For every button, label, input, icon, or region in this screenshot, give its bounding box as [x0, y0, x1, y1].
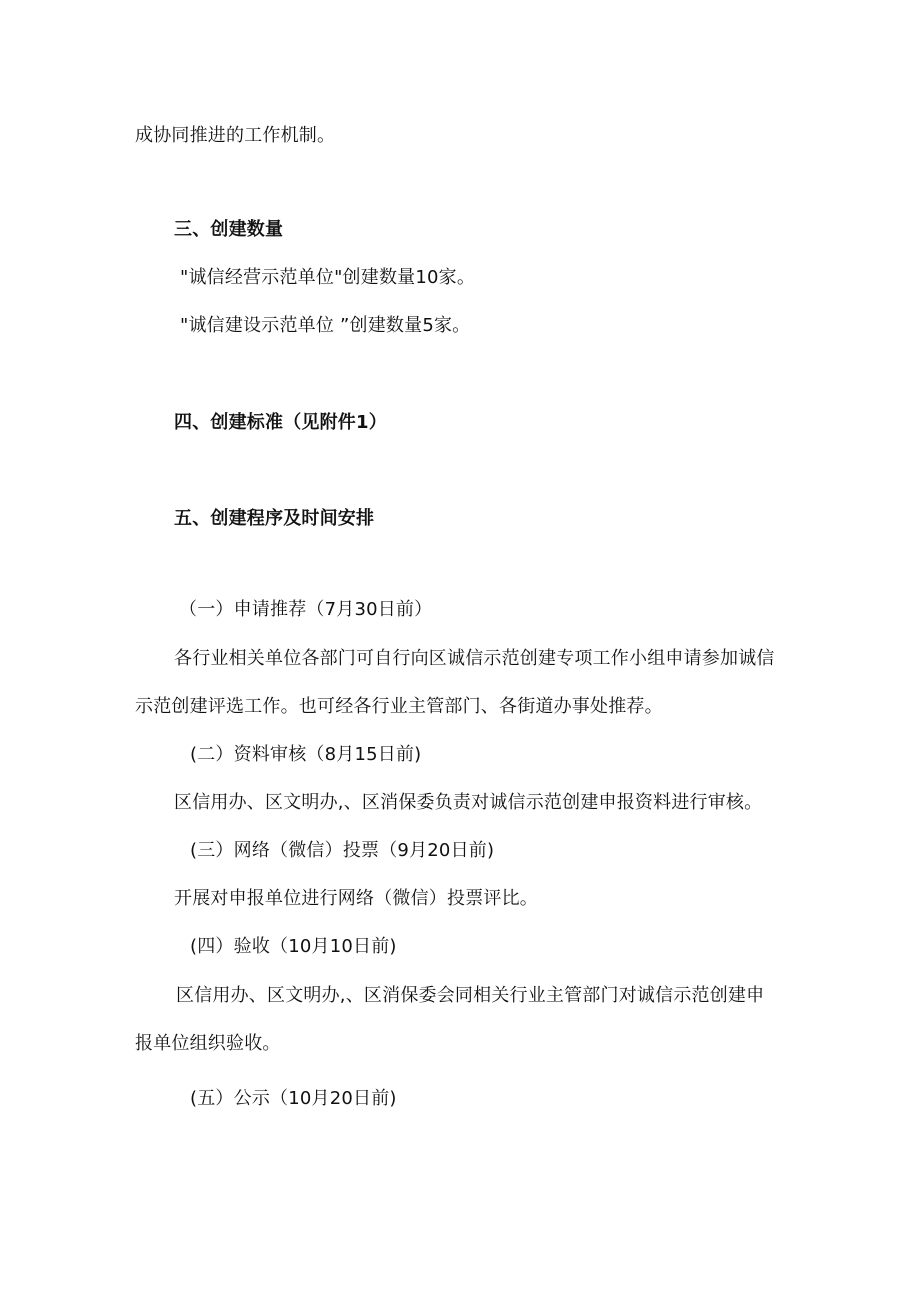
step-heading-publicity: (五）公示（10月20日前) — [190, 1088, 397, 1109]
quantity-item-operation: "诚信经营示范单位"创建数量10家。 — [180, 267, 476, 288]
step-body-acceptance-line2: 报单位组织验收。 — [135, 1033, 281, 1054]
step-body-apply-line1: 各行业相关单位各部门可自行向区诚信示范创建专项工作小组申请参加诚信 — [174, 648, 775, 669]
step-heading-vote: (三）网络（微信）投票（9月20日前) — [190, 840, 495, 861]
quantity-item-construction: "诚信建设示范单位 ”创建数量5家。 — [180, 315, 471, 336]
step-heading-review: (二）资料审核（8月15日前) — [190, 744, 422, 765]
section-heading-procedure: 五、创建程序及时间安排 — [174, 508, 375, 529]
section-heading-standard: 四、创建标准（见附件1） — [174, 412, 387, 433]
step-heading-acceptance: (四）验收（10月10日前) — [190, 936, 397, 957]
step-body-vote: 开展对申报单位进行网络（微信）投票评比。 — [174, 888, 538, 909]
paragraph-continuation: 成协同推进的工作机制。 — [135, 125, 336, 146]
step-body-acceptance-line1: 区信用办、区文明办,、区消保委会同相关行业主管部门对诚信示范创建申 — [176, 985, 765, 1006]
section-heading-quantity: 三、创建数量 — [174, 219, 284, 240]
step-heading-apply: （一）申请推荐（7月30日前） — [179, 599, 433, 620]
step-body-review: 区信用办、区文明办,、区消保委负责对诚信示范创建申报资料进行审核。 — [174, 792, 763, 813]
step-body-apply-line2: 示范创建评选工作。也可经各行业主管部门、各街道办事处推荐。 — [135, 696, 663, 717]
